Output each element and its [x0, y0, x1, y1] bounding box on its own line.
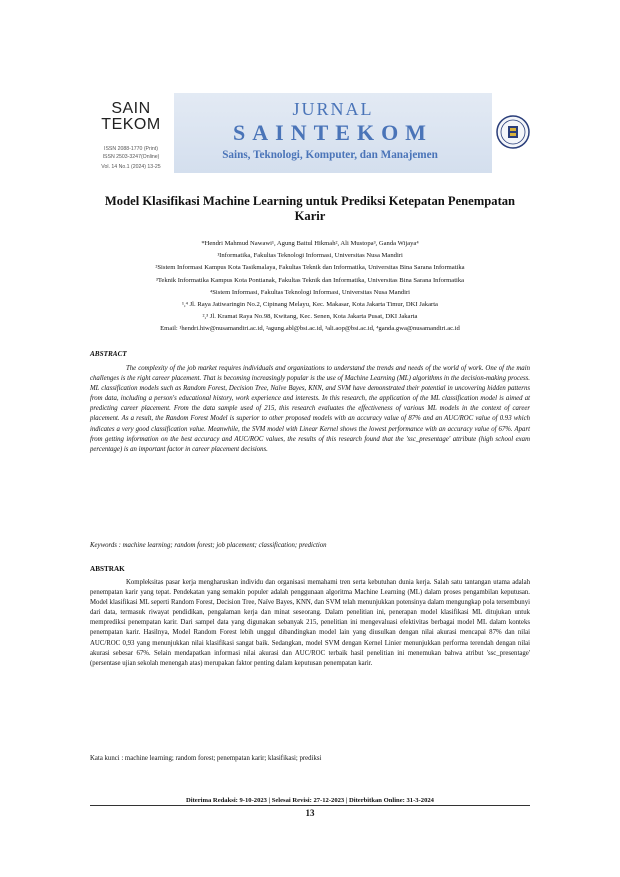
- footer-divider: [90, 805, 530, 806]
- affiliation-line: ⁴Sistem Informasi, Fakultas Teknologi Informasi, Universitas Nusa Mandiri: [209, 288, 411, 296]
- volume-info: Vol. 14 No.1 (2024) 13-25: [101, 164, 161, 170]
- paper-title: Model Klasifikasi Machine Learning untuk Prediksi Ketepatan Penempatan Karir: [104, 194, 516, 223]
- address-line: ¹,⁴ Jl. Raya Jatiwaringin No.2, Cipinang Melayu, Kec. Makasar, Kota Jakarta Timur, DKI Jakarta: [182, 301, 438, 309]
- affiliation-line: ²Sistem Informasi Kampus Kota Tasikmalaya, Fakultas Teknik dan Informatika, Universitas Bina Sarana Informatika: [155, 264, 465, 272]
- keywords-indonesian: Kata kunci : machine learning; random forest; penempatan karir; klasifikasi; prediksi: [90, 755, 322, 762]
- author-block: [90, 238, 530, 336]
- banner-journal-name: SAINTEKOM: [233, 120, 433, 145]
- abstract-text: [90, 364, 530, 455]
- logo-line-2: TEKOM: [101, 116, 161, 133]
- abstract-heading: ABSTRACT: [90, 350, 127, 358]
- author-list: *Hendri Mahmud Nawawi¹, Agung Baitul Hikmah², Ali Mustopa³, Ganda Wijaya⁴: [201, 240, 419, 247]
- affiliation-line: ¹Informatika, Fakultas Teknologi Informasi, Universitas Nusa Mandiri: [217, 252, 403, 260]
- logo-line-1: SAIN: [111, 100, 151, 117]
- abstrak-paragraph: Kompleksitas pasar kerja mengharuskan individu dan organisasi memahami tren serta kebutuhan dunia kerja. Salah satu tantangan utama adalah penempatan karir yang tepat. Pendekatan yang semakin populer adalah penggunaan algoritma Machine Learning (ML) dalam proses pengambilan keputusan. Model klasifikasi ML seperti Random Forest, Decision Tree, Naïve Bayes, KNN, dan SVM telah menunjukkan potensinya dalam mengungkap pola tersembunyi dari data, termasuk riwayat pendidikan, pengalaman kerja dan minat seseorang. Dalam penelitian ini, penerapan model klasifikasi ML ditujukan untuk memprediksi penempatan karir. Dari sampel data yang digunakan sebanyak 215, penelitian ini mengevaluasi efektivitas berbagai model ML dalam konteks penempatan karir. Hasilnya, Model Random Forest lebih unggul dibandingkan model lain yang diusulkan dengan nilai akurasi mencapai 87% dan nilai AUC/ROC 0,93 yang menunjukkan nilai klasifikasi sangat baik. Sedangkan, model SVM dengan Kernel Linier menunjukkan performa terendah dengan nilai akurasi sebesar 67%. Selain mendapatkan informasi nilai akurasi dan AUC/ROC terbaik hasil penelitian ini menemukan bahwa atribut 'ssc_presentage' (persentase ujian sekolah menengah atas) merupakan faktor penting dalam keputusan penempatan karir.: [90, 579, 530, 667]
- page-number: 13: [305, 808, 315, 818]
- affiliation-line: ³Teknik Informatika Kampus Kota Pontianak, Fakultas Teknik dan Informatika, Universitas Bina Sarana Informatika: [155, 276, 465, 284]
- abstrak-text: [90, 578, 530, 669]
- banner-subtitle: Sains, Teknologi, Komputer, dan Manajemen: [222, 149, 438, 161]
- issn-online: ISSN 2503-3247(Online): [102, 154, 160, 160]
- address-line: ²,³ Jl. Kramat Raya No.98, Kwitang, Kec. Senen, Kota Jakarta Pusat, DKI Jakarta: [202, 313, 418, 321]
- journal-header: [88, 93, 533, 178]
- issn-print: ISSN 2088-1770 (Print): [104, 146, 158, 152]
- abstract-paragraph: The complexity of the job market requires individuals and organizations to understand the trends and needs of the world of work. One of the main challenges is the right career placement. That is becoming increasingly popular is the use of Machine Learning (ML) algorithms in the decision-making process. ML classification models such as Random Forest, Decision Tree, Naïve Bayes, KNN, and SVM have demonstrated their potential in uncovering hidden patterns from data, including a person's educational history, work experience and interests. In this research, the application of the ML classification model is aimed at predicting career placement. From the data sample used of 215, this research evaluates the effectiveness of various ML models in the context of career placement. As a result, the Random Forest Model is superior to other proposed models with an accuracy value of 87% and an AUC/ROC value of 0.93 which indicates a very good classification value. Meanwhile, the SVM model with Linear Kernel shows the lowest performance with an accuracy value of 67%. Apart from getting information on the best accuracy and AUC/ROC values, the results of this research found that the 'ssc_presentage' attribute (high school exam percentage) is an important factor in career placement decisions.: [90, 365, 530, 453]
- email-line: Email: ¹hendri.hiw@nusamandiri.ac.id, ²agung.abl@bsi.ac.id, ³ali.aop@bsi.ac.id, ⁴ganda.gwa@nusamandiri.ac.id: [160, 325, 460, 333]
- abstrak-heading: ABSTRAK: [90, 565, 125, 573]
- submission-dates: Diterima Redaksi: 9-10-2023 | Selesai Revisi: 27-12-2023 | Diterbitkan Online: 31-3-2024: [186, 797, 434, 804]
- keywords-english: Keywords : machine learning; random forest; job placement; classification; prediction: [90, 542, 327, 549]
- university-seal-icon: [496, 115, 530, 149]
- banner-journal-label: JURNAL: [292, 99, 374, 119]
- saintekom-logo: [88, 93, 174, 173]
- journal-banner: [174, 93, 492, 173]
